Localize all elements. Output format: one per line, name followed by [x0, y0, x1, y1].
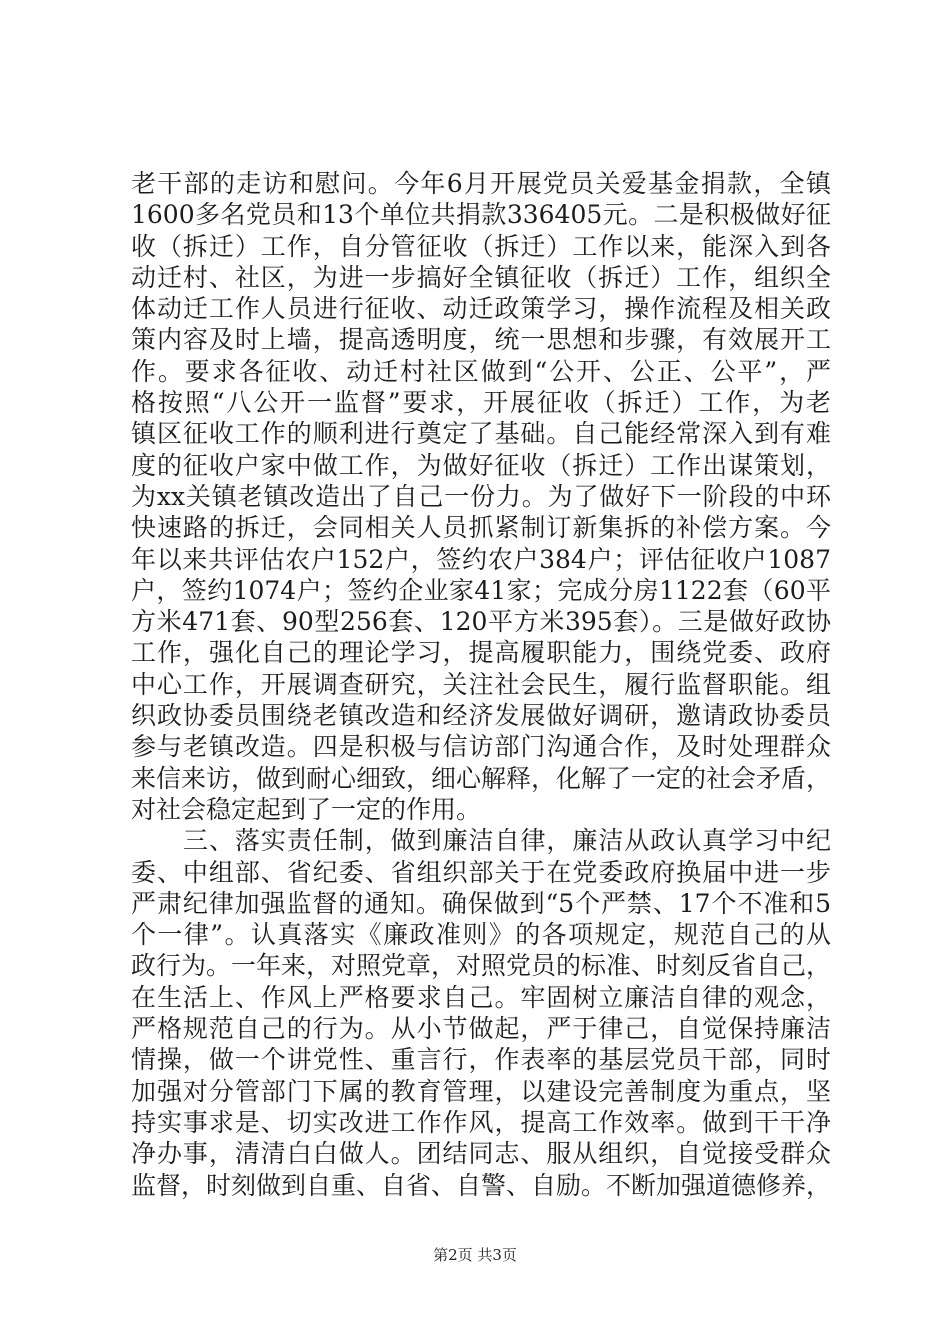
text-line: 在生活上、作风上严格要求自己。牢固树立廉洁自律的观念， [131, 982, 831, 1012]
text-line: 加强对分管部门下属的教育管理，以建设完善制度为重点，坚 [131, 1076, 831, 1106]
text-line: 严格规范自己的行为。从小节做起，严于律己，自觉保持廉洁 [131, 1014, 831, 1044]
text-line: 镇区征收工作的顺利进行奠定了基础。自己能经常深入到有难 [131, 419, 831, 449]
text-line: 政行为。一年来，对照党章，对照党员的标准、时刻反省自己， [131, 951, 832, 981]
page-footer: 第2页 共3页 [433, 1246, 517, 1264]
text-line: 体动迁工作人员进行征收、动迁政策学习，操作流程及相关政 [131, 294, 831, 324]
text-line: 严肃纪律加强监督的通知。确保做到“5个严禁、17个不准和5 [131, 888, 831, 918]
paragraph-end-line: 对社会稳定起到了一定的作用。 [131, 794, 482, 824]
text-line: 策内容及时上墙，提高透明度，统一思想和步骤，有效展开工 [131, 325, 831, 355]
text-line: 老干部的走访和慰问。今年6月开展党员关爱基金捐款，全镇 [131, 169, 831, 198]
text-line: 快速路的拆迁，会同相关人员抓紧制订新集拆的补偿方案。今 [131, 513, 831, 543]
text-line: 年以来共评估农户152户，签约农户384户；评估征收户1087 [131, 544, 831, 574]
text-line: 动迁村、社区，为进一步搞好全镇征收（拆迁）工作，组织全 [131, 262, 831, 292]
text-line: 格按照“八公开一监督”要求，开展征收（拆迁）工作，为老 [131, 388, 831, 418]
text-line: 情操，做一个讲党性、重言行，作表率的基层党员干部，同时 [131, 1045, 831, 1075]
text-line: 净办事，清清白白做人。团结同志、服从组织，自觉接受群众 [131, 1139, 831, 1169]
text-line: 个一律”。认真落实《廉政准则》的各项规定，规范自己的从 [131, 920, 831, 950]
text-line: 工作，强化自己的理论学习，提高履职能力，围绕党委、政府 [131, 638, 831, 668]
text-line: 参与老镇改造。四是积极与信访部门沟通合作，及时处理群众 [131, 732, 831, 762]
text-line: 织政协委员围绕老镇改造和经济发展做好调研，邀请政协委员 [131, 701, 831, 731]
text-line: 户，签约1074户；签约企业家41家；完成分房1122套（60平 [131, 575, 831, 605]
text-line: 持实事求是、切实改进工作作风，提高工作效率。做到干干净 [131, 1107, 831, 1137]
text-line: 来信来访，做到耐心细致，细心解释，化解了一定的社会矛盾， [131, 763, 832, 793]
body-text [131, 168, 831, 1201]
text-line: 方米471套、90型256套、120平方米395套）。三是做好政协 [131, 607, 831, 637]
text-line: 1600多名党员和13个单位共捐款336405元。二是积极做好征 [131, 200, 831, 230]
text-line: 为xx关镇老镇改造出了自己一份力。为了做好下一阶段的中环 [131, 481, 831, 511]
text-line: 度的征收户家中做工作，为做好征收（拆迁）工作出谋策划， [131, 450, 831, 480]
text-line: 委、中组部、省纪委、省组织部关于在党委政府换届中进一步 [131, 857, 831, 887]
text-line: 监督，时刻做到自重、自省、自警、自励。不断加强道德修养， [131, 1170, 832, 1200]
text-line: 作。要求各征收、动迁村社区做到“公开、公正、公平”，严 [131, 356, 831, 386]
text-line: 中心工作，开展调查研究，关注社会民生，履行监督职能。组 [131, 669, 831, 699]
paragraph-start-line: 三、落实责任制，做到廉洁自律，廉洁从政认真学习中纪 [183, 826, 831, 856]
text-line: 收（拆迁）工作，自分管征收（拆迁）工作以来，能深入到各 [131, 231, 831, 261]
